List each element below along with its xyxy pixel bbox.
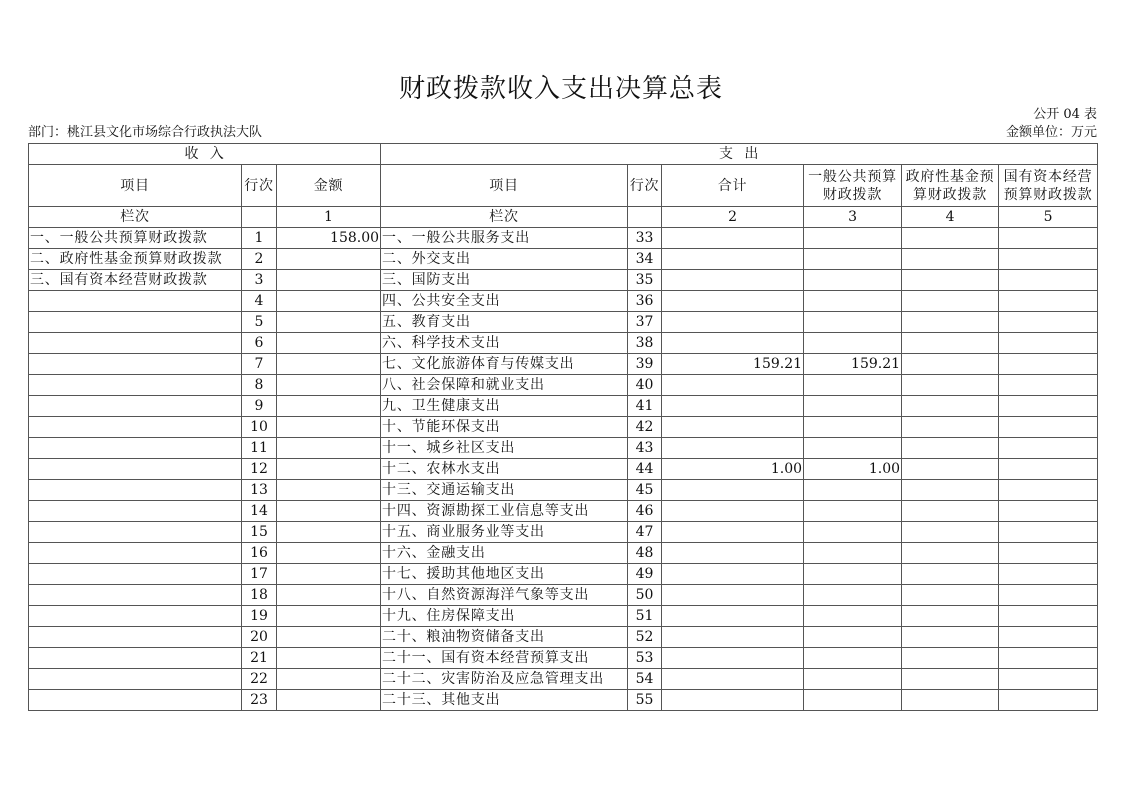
income-amount-index: 1	[277, 207, 381, 228]
state-capital-cell	[999, 606, 1098, 627]
total-cell	[662, 585, 804, 606]
state-capital-cell	[999, 291, 1098, 312]
state-capital-cell	[999, 375, 1098, 396]
income-amount-cell	[277, 648, 381, 669]
table-row	[29, 585, 1098, 606]
gov-fund-cell	[902, 564, 999, 585]
gov-fund-cell	[902, 270, 999, 291]
general-budget-cell	[804, 375, 902, 396]
income-amount-header: 金额	[277, 165, 381, 207]
column-index-row	[29, 207, 1098, 228]
general-budget-cell	[804, 333, 902, 354]
gov-fund-cell	[902, 354, 999, 375]
expense-line-cell: 55	[628, 690, 662, 711]
total-cell	[662, 438, 804, 459]
expense-line-cell: 44	[628, 459, 662, 480]
gov-fund-cell	[902, 291, 999, 312]
income-item-cell	[29, 459, 242, 480]
general-budget-cell	[804, 690, 902, 711]
table-body	[29, 228, 1098, 711]
income-amount-cell	[277, 690, 381, 711]
gov-fund-cell	[902, 627, 999, 648]
expense-line-cell: 46	[628, 501, 662, 522]
total-cell	[662, 417, 804, 438]
income-line-cell: 3	[242, 270, 277, 291]
income-item-cell	[29, 606, 242, 627]
state-capital-cell	[999, 270, 1098, 291]
income-amount-cell	[277, 312, 381, 333]
header-row-columns	[29, 165, 1098, 207]
income-item-cell: 三、国有资本经营财政拨款	[29, 270, 242, 291]
expense-item-cell: 十六、金融支出	[381, 543, 628, 564]
income-amount-cell	[277, 354, 381, 375]
expense-line-cell: 54	[628, 669, 662, 690]
general-budget-cell: 1.00	[804, 459, 902, 480]
income-line-cell: 18	[242, 585, 277, 606]
income-line-cell: 11	[242, 438, 277, 459]
general-budget-cell	[804, 312, 902, 333]
income-line-cell: 22	[242, 669, 277, 690]
income-item-cell	[29, 375, 242, 396]
expense-line-cell: 34	[628, 249, 662, 270]
income-amount-cell	[277, 459, 381, 480]
gov-fund-cell	[902, 606, 999, 627]
gov-fund-cell	[902, 543, 999, 564]
state-capital-cell	[999, 627, 1098, 648]
income-amount-cell	[277, 270, 381, 291]
gov-fund-cell	[902, 480, 999, 501]
income-item-cell	[29, 564, 242, 585]
table-row	[29, 669, 1098, 690]
income-item-cell	[29, 627, 242, 648]
expense-item-cell: 三、国防支出	[381, 270, 628, 291]
income-item-cell	[29, 480, 242, 501]
income-item-cell	[29, 312, 242, 333]
total-cell	[662, 396, 804, 417]
table-row	[29, 480, 1098, 501]
state-capital-cell	[999, 522, 1098, 543]
income-item-cell	[29, 648, 242, 669]
total-cell	[662, 333, 804, 354]
expense-item-cell: 四、公共安全支出	[381, 291, 628, 312]
expense-item-cell: 二十三、其他支出	[381, 690, 628, 711]
gov-fund-cell	[902, 249, 999, 270]
income-item-cell: 一、一般公共预算财政拨款	[29, 228, 242, 249]
general-budget-cell	[804, 501, 902, 522]
general-budget-header: 一般公共预算 财政拨款	[804, 165, 902, 207]
income-line-cell: 16	[242, 543, 277, 564]
table-row	[29, 627, 1098, 648]
expense-item-cell: 十、节能环保支出	[381, 417, 628, 438]
gov-fund-cell	[902, 690, 999, 711]
expense-item-cell: 十八、自然资源海洋气象等支出	[381, 585, 628, 606]
gov-fund-header: 政府性基金预 算财政拨款	[902, 165, 999, 207]
expense-item-header: 项目	[381, 165, 628, 207]
state-capital-cell	[999, 438, 1098, 459]
gov-fund-cell	[902, 669, 999, 690]
income-line-cell: 13	[242, 480, 277, 501]
income-line-cell: 4	[242, 291, 277, 312]
expense-item-cell: 六、科学技术支出	[381, 333, 628, 354]
expense-line-cell: 40	[628, 375, 662, 396]
table-row	[29, 543, 1098, 564]
expense-line-cell: 35	[628, 270, 662, 291]
income-amount-cell	[277, 627, 381, 648]
total-cell	[662, 249, 804, 270]
table-row	[29, 606, 1098, 627]
income-line-cell: 7	[242, 354, 277, 375]
gov-fund-cell	[902, 396, 999, 417]
expense-line-cell: 53	[628, 648, 662, 669]
income-line-cell: 2	[242, 249, 277, 270]
income-index-label: 栏次	[29, 207, 242, 228]
gov-fund-cell	[902, 333, 999, 354]
total-cell	[662, 564, 804, 585]
income-item-cell	[29, 543, 242, 564]
state-capital-cell	[999, 480, 1098, 501]
income-line-cell: 5	[242, 312, 277, 333]
table-row	[29, 690, 1098, 711]
expense-item-cell: 二十一、国有资本经营预算支出	[381, 648, 628, 669]
expense-item-cell: 二十二、灾害防治及应急管理支出	[381, 669, 628, 690]
expense-line-cell: 39	[628, 354, 662, 375]
table-row	[29, 333, 1098, 354]
income-line-index	[242, 207, 277, 228]
expense-line-cell: 37	[628, 312, 662, 333]
expense-item-cell: 五、教育支出	[381, 312, 628, 333]
state-capital-cell	[999, 585, 1098, 606]
expense-item-cell: 二十、粮油物资储备支出	[381, 627, 628, 648]
state-capital-cell	[999, 417, 1098, 438]
general-budget-cell	[804, 228, 902, 249]
income-line-cell: 17	[242, 564, 277, 585]
income-line-cell: 8	[242, 375, 277, 396]
income-amount-cell	[277, 249, 381, 270]
income-amount-cell	[277, 480, 381, 501]
total-cell: 159.21	[662, 354, 804, 375]
general-budget-cell	[804, 627, 902, 648]
state-capital-cell	[999, 501, 1098, 522]
general-budget-cell	[804, 417, 902, 438]
table-row	[29, 228, 1098, 249]
total-cell	[662, 606, 804, 627]
state-capital-cell	[999, 669, 1098, 690]
general-budget-cell	[804, 438, 902, 459]
income-line-cell: 14	[242, 501, 277, 522]
expense-item-cell: 十一、城乡社区支出	[381, 438, 628, 459]
income-line-cell: 6	[242, 333, 277, 354]
general-budget-cell	[804, 249, 902, 270]
income-item-cell	[29, 417, 242, 438]
state-capital-cell	[999, 228, 1098, 249]
expense-item-cell: 十二、农林水支出	[381, 459, 628, 480]
expense-line-cell: 42	[628, 417, 662, 438]
state-capital-index: 5	[999, 207, 1098, 228]
table-row	[29, 291, 1098, 312]
expense-item-cell: 十五、商业服务业等支出	[381, 522, 628, 543]
total-cell	[662, 480, 804, 501]
total-cell	[662, 501, 804, 522]
total-cell	[662, 270, 804, 291]
income-line-cell: 9	[242, 396, 277, 417]
income-line-cell: 12	[242, 459, 277, 480]
department-label: 部门：桃江县文化市场综合行政执法大队	[28, 125, 263, 140]
table-row	[29, 312, 1098, 333]
income-line-cell: 23	[242, 690, 277, 711]
expense-item-cell: 七、文化旅游体育与传媒支出	[381, 354, 628, 375]
general-budget-cell	[804, 396, 902, 417]
income-line-cell: 1	[242, 228, 277, 249]
income-item-cell	[29, 354, 242, 375]
income-amount-cell	[277, 417, 381, 438]
total-cell: 1.00	[662, 459, 804, 480]
expense-item-cell: 一、一般公共服务支出	[381, 228, 628, 249]
income-line-cell: 20	[242, 627, 277, 648]
income-item-cell	[29, 291, 242, 312]
table-row	[29, 354, 1098, 375]
total-cell	[662, 543, 804, 564]
state-capital-cell	[999, 690, 1098, 711]
table-row	[29, 501, 1098, 522]
total-cell	[662, 648, 804, 669]
expense-index-label: 栏次	[381, 207, 628, 228]
income-amount-cell	[277, 606, 381, 627]
state-capital-cell	[999, 312, 1098, 333]
state-capital-cell	[999, 396, 1098, 417]
income-item-cell	[29, 585, 242, 606]
income-amount-cell	[277, 564, 381, 585]
income-amount-cell	[277, 291, 381, 312]
income-amount-cell	[277, 396, 381, 417]
gov-fund-cell	[902, 585, 999, 606]
income-item-header: 项目	[29, 165, 242, 207]
income-item-cell: 二、政府性基金预算财政拨款	[29, 249, 242, 270]
expense-line-cell: 48	[628, 543, 662, 564]
expense-line-cell: 43	[628, 438, 662, 459]
state-capital-cell	[999, 564, 1098, 585]
expense-line-cell: 33	[628, 228, 662, 249]
general-budget-cell	[804, 564, 902, 585]
expense-section-header: 支 出	[381, 144, 1098, 165]
expense-line-cell: 36	[628, 291, 662, 312]
income-item-cell	[29, 438, 242, 459]
income-amount-cell	[277, 669, 381, 690]
expense-line-cell: 41	[628, 396, 662, 417]
general-budget-cell	[804, 585, 902, 606]
table-row	[29, 270, 1098, 291]
gov-fund-cell	[902, 522, 999, 543]
state-capital-cell	[999, 648, 1098, 669]
state-capital-cell	[999, 333, 1098, 354]
income-amount-cell	[277, 501, 381, 522]
income-amount-cell	[277, 438, 381, 459]
table-row	[29, 522, 1098, 543]
gov-fund-cell	[902, 417, 999, 438]
page-title: 财政拨款收入支出决算总表	[398, 74, 723, 104]
gov-fund-cell	[902, 228, 999, 249]
expense-item-cell: 二、外交支出	[381, 249, 628, 270]
table-row	[29, 438, 1098, 459]
expense-line-cell: 51	[628, 606, 662, 627]
income-line-cell: 15	[242, 522, 277, 543]
income-item-cell	[29, 690, 242, 711]
header-row-sections	[29, 144, 1098, 165]
expense-item-cell: 十七、援助其他地区支出	[381, 564, 628, 585]
table-row	[29, 396, 1098, 417]
gov-fund-cell	[902, 648, 999, 669]
expense-line-cell: 38	[628, 333, 662, 354]
expense-line-cell: 49	[628, 564, 662, 585]
table-row	[29, 417, 1098, 438]
total-cell	[662, 522, 804, 543]
income-amount-cell	[277, 333, 381, 354]
gov-fund-index: 4	[902, 207, 999, 228]
total-cell	[662, 291, 804, 312]
expense-line-cell: 47	[628, 522, 662, 543]
total-index: 2	[662, 207, 804, 228]
expense-line-cell: 45	[628, 480, 662, 501]
income-line-cell: 19	[242, 606, 277, 627]
expense-item-cell: 十九、住房保障支出	[381, 606, 628, 627]
general-budget-cell	[804, 648, 902, 669]
income-item-cell	[29, 333, 242, 354]
income-amount-cell	[277, 375, 381, 396]
income-item-cell	[29, 522, 242, 543]
expense-line-cell: 50	[628, 585, 662, 606]
expense-line-cell: 52	[628, 627, 662, 648]
income-line-cell: 21	[242, 648, 277, 669]
general-budget-index: 3	[804, 207, 902, 228]
income-item-cell	[29, 501, 242, 522]
total-cell	[662, 228, 804, 249]
amount-unit-label: 金额单位：万元	[1005, 125, 1097, 140]
gov-fund-cell	[902, 438, 999, 459]
income-section-header: 收 入	[29, 144, 381, 165]
total-cell	[662, 312, 804, 333]
expense-item-cell: 十四、资源勘探工业信息等支出	[381, 501, 628, 522]
general-budget-cell	[804, 543, 902, 564]
income-amount-cell: 158.00	[277, 228, 381, 249]
income-amount-cell	[277, 522, 381, 543]
expense-line-header: 行次	[628, 165, 662, 207]
state-capital-cell	[999, 249, 1098, 270]
table-row	[29, 249, 1098, 270]
general-budget-cell: 159.21	[804, 354, 902, 375]
gov-fund-cell	[902, 375, 999, 396]
expense-item-cell: 八、社会保障和就业支出	[381, 375, 628, 396]
income-line-header: 行次	[242, 165, 277, 207]
total-cell	[662, 690, 804, 711]
table-row	[29, 648, 1098, 669]
table-row	[29, 459, 1098, 480]
general-budget-cell	[804, 522, 902, 543]
income-item-cell	[29, 396, 242, 417]
state-capital-cell	[999, 354, 1098, 375]
table-row	[29, 564, 1098, 585]
income-amount-cell	[277, 543, 381, 564]
general-budget-cell	[804, 669, 902, 690]
income-line-cell: 10	[242, 417, 277, 438]
state-capital-header: 国有资本经营 预算财政拨款	[999, 165, 1098, 207]
gov-fund-cell	[902, 312, 999, 333]
state-capital-cell	[999, 543, 1098, 564]
general-budget-cell	[804, 480, 902, 501]
general-budget-cell	[804, 270, 902, 291]
total-cell	[662, 669, 804, 690]
expense-item-cell: 九、卫生健康支出	[381, 396, 628, 417]
gov-fund-cell	[902, 459, 999, 480]
income-amount-cell	[277, 585, 381, 606]
form-code: 公开 04 表	[1033, 107, 1097, 122]
expense-item-cell: 十三、交通运输支出	[381, 480, 628, 501]
budget-summary-table	[28, 143, 1098, 711]
general-budget-cell	[804, 291, 902, 312]
table-row	[29, 375, 1098, 396]
income-item-cell	[29, 669, 242, 690]
general-budget-cell	[804, 606, 902, 627]
expense-line-index	[628, 207, 662, 228]
total-cell	[662, 627, 804, 648]
gov-fund-cell	[902, 501, 999, 522]
total-header: 合计	[662, 165, 804, 207]
total-cell	[662, 375, 804, 396]
state-capital-cell	[999, 459, 1098, 480]
